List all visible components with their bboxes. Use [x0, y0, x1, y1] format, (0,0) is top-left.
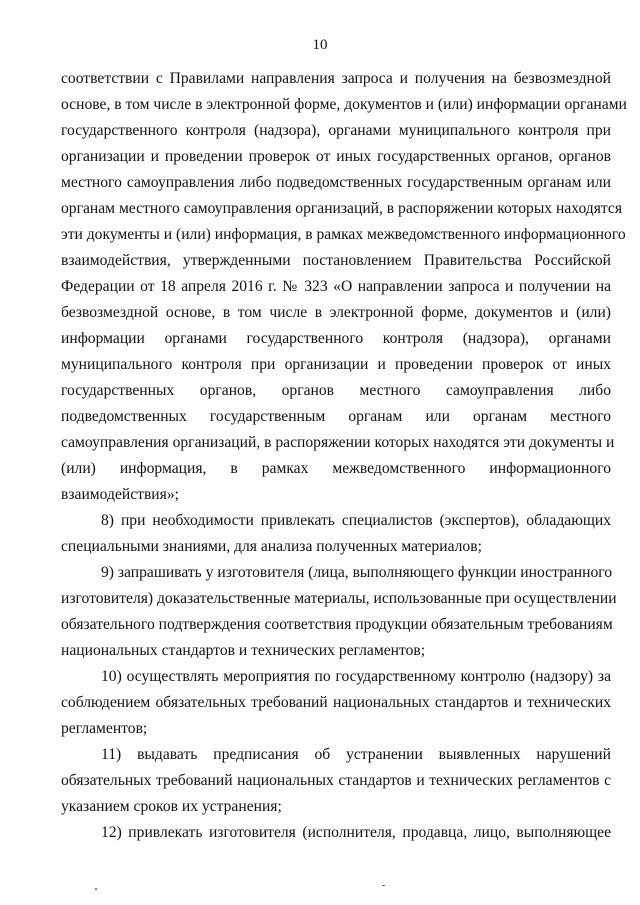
text-line: информации органами государственного контроля (надзора), органами [61, 330, 611, 347]
text-line: обязательного подтверждения соответствия продукции обязательным требованиям [61, 616, 613, 633]
text-line: указанием сроков их устранения; [61, 798, 282, 815]
text-line: соблюдением обязательных требований национальных стандартов и технических [61, 694, 611, 711]
scan-speck [382, 885, 385, 886]
text-line: (или) информация, в рамках межведомственного информационного [61, 460, 611, 477]
text-line: эти документы и (или) информация, в рамках межведомственного информационного [61, 226, 626, 243]
page-number: 10 [312, 37, 328, 53]
text-line: местного самоуправления либо подведомственных государственным органам или [61, 174, 611, 191]
text-line: обязательных требований национальных стандартов и технических регламентов с [61, 772, 611, 789]
text-line: регламентов; [61, 720, 148, 737]
scan-speck [95, 888, 97, 890]
text-line: Федерации от 18 апреля 2016 г. № 323 «О направлении запроса и получении на [61, 278, 611, 295]
text-line: изготовителя) доказательственные материалы, использованные при осуществлении [61, 590, 617, 607]
text-line: муниципального контроля при организации и проведении проверок от иных [61, 356, 611, 373]
text-line: подведомственных государственным органам или органам местного [61, 408, 611, 425]
list-item-11: 11) выдавать предписания об устранении выявленных нарушений [101, 746, 611, 763]
text-line: самоуправления организаций, в распоряжении которых находятся эти документы и [61, 434, 615, 451]
text-line: органам местного самоуправления организаций, в распоряжении которых находятся [61, 200, 623, 217]
list-item-9: 9) запрашивать у изготовителя (лица, выполняющего функции иностранного [101, 564, 613, 581]
text-line: государственных органов, органов местного самоуправления либо [61, 382, 611, 399]
text-line: основе, в том числе в электронной форме, документов и (или) информации органами [61, 96, 627, 113]
text-line: специальными знаниями, для анализа полученных материалов; [61, 538, 482, 555]
text-line: взаимодействия»; [61, 486, 179, 503]
text-line: государственного контроля (надзора), органами муниципального контроля при [61, 122, 611, 139]
text-line: национальных стандартов и технических регламентов; [61, 642, 426, 659]
text-line: соответствии с Правилами направления запроса и получения на безвозмездной [61, 70, 611, 87]
text-line: организации и проведении проверок от иных государственных органов, органов [61, 148, 611, 165]
text-line: взаимодействия, утвержденными постановлением Правительства Российской [61, 252, 611, 269]
list-item-12: 12) привлекать изготовителя (исполнителя, продавца, лицо, выполняющее [101, 824, 611, 841]
list-item-10: 10) осуществлять мероприятия по государственному контролю (надзору) за [101, 668, 611, 685]
list-item-8: 8) при необходимости привлекать специалистов (экспертов), обладающих [101, 512, 611, 529]
text-line: безвозмездной основе, в том числе в электронной форме, документов и (или) [61, 304, 611, 321]
